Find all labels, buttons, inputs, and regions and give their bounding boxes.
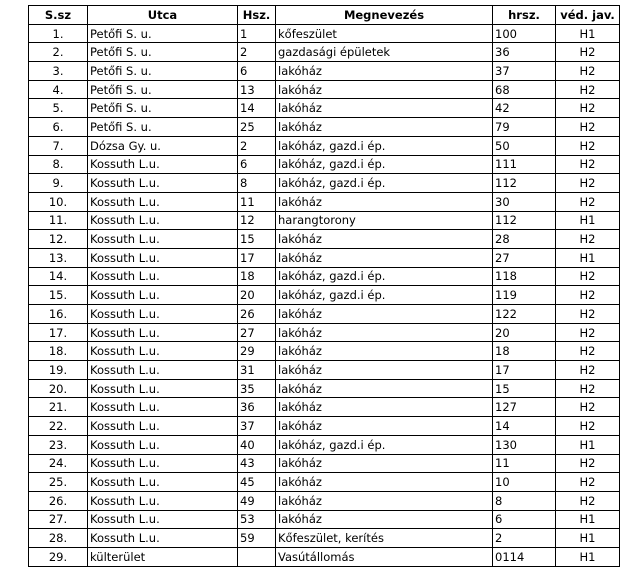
table-row xyxy=(29,136,620,155)
cell-protection-level: H2 xyxy=(556,361,620,380)
cell-parcel-number: 50 xyxy=(493,136,556,155)
cell-protection-level: H2 xyxy=(556,323,620,342)
cell-parcel-number: 100 xyxy=(493,24,556,43)
cell-parcel-number: 42 xyxy=(493,99,556,118)
cell-protection-level: H1 xyxy=(556,435,620,454)
cell-street: Kossuth L.u. xyxy=(88,230,238,249)
table-row xyxy=(29,174,620,193)
cell-name: lakóház xyxy=(276,323,493,342)
cell-name: lakóház, gazd.i ép. xyxy=(276,136,493,155)
cell-house-number: 1 xyxy=(238,24,276,43)
cell-name: lakóház xyxy=(276,454,493,473)
cell-street: Kossuth L.u. xyxy=(88,286,238,305)
cell-number: 27. xyxy=(29,510,88,529)
table-row xyxy=(29,473,620,492)
cell-parcel-number: 11 xyxy=(493,454,556,473)
table-row xyxy=(29,510,620,529)
table-row xyxy=(29,80,620,99)
cell-street: Kossuth L.u. xyxy=(88,491,238,510)
cell-number: 21. xyxy=(29,398,88,417)
cell-number: 5. xyxy=(29,99,88,118)
cell-name: lakóház xyxy=(276,510,493,529)
cell-street: Kossuth L.u. xyxy=(88,454,238,473)
table-row xyxy=(29,230,620,249)
cell-name: lakóház xyxy=(276,379,493,398)
cell-name: lakóház xyxy=(276,473,493,492)
cell-street: Petőfi S. u. xyxy=(88,80,238,99)
cell-parcel-number: 127 xyxy=(493,398,556,417)
cell-parcel-number: 20 xyxy=(493,323,556,342)
table-row xyxy=(29,342,620,361)
cell-parcel-number: 10 xyxy=(493,473,556,492)
cell-number: 24. xyxy=(29,454,88,473)
cell-name: lakóház xyxy=(276,80,493,99)
cell-street: Kossuth L.u. xyxy=(88,305,238,324)
cell-protection-level: H2 xyxy=(556,136,620,155)
table-row xyxy=(29,529,620,548)
cell-number: 18. xyxy=(29,342,88,361)
cell-street: Kossuth L.u. xyxy=(88,510,238,529)
cell-protection-level: H2 xyxy=(556,417,620,436)
cell-number: 23. xyxy=(29,435,88,454)
cell-parcel-number: 37 xyxy=(493,62,556,81)
cell-house-number: 12 xyxy=(238,211,276,230)
cell-protection-level: H2 xyxy=(556,62,620,81)
cell-parcel-number: 79 xyxy=(493,118,556,137)
cell-number: 4. xyxy=(29,80,88,99)
cell-parcel-number: 27 xyxy=(493,248,556,267)
table-row xyxy=(29,547,620,566)
cell-number: 29. xyxy=(29,547,88,566)
cell-parcel-number: 15 xyxy=(493,379,556,398)
cell-street: Petőfi S. u. xyxy=(88,62,238,81)
cell-street: Kossuth L.u. xyxy=(88,174,238,193)
cell-protection-level: H1 xyxy=(556,547,620,566)
cell-house-number: 18 xyxy=(238,267,276,286)
cell-house-number: 15 xyxy=(238,230,276,249)
cell-street: Kossuth L.u. xyxy=(88,248,238,267)
table-row xyxy=(29,24,620,43)
cell-house-number: 59 xyxy=(238,529,276,548)
cell-name: lakóház xyxy=(276,305,493,324)
cell-parcel-number: 0114 xyxy=(493,547,556,566)
cell-protection-level: H2 xyxy=(556,286,620,305)
table-row xyxy=(29,361,620,380)
header-house-number: Hsz. xyxy=(238,6,276,25)
cell-house-number: 25 xyxy=(238,118,276,137)
cell-number: 20. xyxy=(29,379,88,398)
cell-parcel-number: 122 xyxy=(493,305,556,324)
cell-number: 25. xyxy=(29,473,88,492)
table-row xyxy=(29,43,620,62)
cell-parcel-number: 112 xyxy=(493,174,556,193)
cell-protection-level: H2 xyxy=(556,230,620,249)
cell-name: kőfeszület xyxy=(276,24,493,43)
cell-parcel-number: 112 xyxy=(493,211,556,230)
cell-name: lakóház xyxy=(276,361,493,380)
cell-number: 6. xyxy=(29,118,88,137)
cell-parcel-number: 6 xyxy=(493,510,556,529)
cell-protection-level: H2 xyxy=(556,398,620,417)
cell-name: gazdasági épületek xyxy=(276,43,493,62)
table-row xyxy=(29,267,620,286)
cell-street: Kossuth L.u. xyxy=(88,417,238,436)
cell-street: Petőfi S. u. xyxy=(88,43,238,62)
cell-parcel-number: 18 xyxy=(493,342,556,361)
cell-parcel-number: 30 xyxy=(493,192,556,211)
table-row xyxy=(29,192,620,211)
cell-house-number: 17 xyxy=(238,248,276,267)
header-street: Utca xyxy=(88,6,238,25)
cell-house-number: 14 xyxy=(238,99,276,118)
cell-street: Kossuth L.u. xyxy=(88,155,238,174)
cell-name: lakóház xyxy=(276,491,493,510)
cell-house-number: 49 xyxy=(238,491,276,510)
cell-number: 14. xyxy=(29,267,88,286)
cell-house-number: 35 xyxy=(238,379,276,398)
cell-house-number: 20 xyxy=(238,286,276,305)
cell-name: lakóház, gazd.i ép. xyxy=(276,435,493,454)
cell-street: Dózsa Gy. u. xyxy=(88,136,238,155)
header-protection-level: véd. jav. xyxy=(556,6,620,25)
cell-protection-level: H1 xyxy=(556,510,620,529)
cell-street: Kossuth L.u. xyxy=(88,192,238,211)
cell-number: 9. xyxy=(29,174,88,193)
cell-name: lakóház, gazd.i ép. xyxy=(276,267,493,286)
cell-house-number: 26 xyxy=(238,305,276,324)
cell-street: külterület xyxy=(88,547,238,566)
cell-street: Petőfi S. u. xyxy=(88,24,238,43)
cell-number: 19. xyxy=(29,361,88,380)
cell-street: Kossuth L.u. xyxy=(88,435,238,454)
cell-house-number: 37 xyxy=(238,417,276,436)
header-name: Megnevezés xyxy=(276,6,493,25)
cell-house-number: 29 xyxy=(238,342,276,361)
cell-protection-level: H2 xyxy=(556,342,620,361)
cell-parcel-number: 111 xyxy=(493,155,556,174)
cell-house-number: 11 xyxy=(238,192,276,211)
cell-parcel-number: 14 xyxy=(493,417,556,436)
table-row xyxy=(29,62,620,81)
cell-number: 3. xyxy=(29,62,88,81)
cell-name: lakóház xyxy=(276,230,493,249)
cell-parcel-number: 36 xyxy=(493,43,556,62)
cell-name: Vasútállomás xyxy=(276,547,493,566)
cell-name: lakóház xyxy=(276,342,493,361)
cell-house-number: 40 xyxy=(238,435,276,454)
cell-protection-level: H2 xyxy=(556,473,620,492)
cell-name: lakóház xyxy=(276,417,493,436)
header-number: S.sz xyxy=(29,6,88,25)
cell-house-number: 13 xyxy=(238,80,276,99)
cell-house-number: 2 xyxy=(238,43,276,62)
cell-name: lakóház xyxy=(276,62,493,81)
cell-house-number xyxy=(238,547,276,566)
cell-house-number: 8 xyxy=(238,174,276,193)
cell-parcel-number: 28 xyxy=(493,230,556,249)
table-row xyxy=(29,435,620,454)
cell-parcel-number: 2 xyxy=(493,529,556,548)
cell-street: Kossuth L.u. xyxy=(88,473,238,492)
cell-house-number: 31 xyxy=(238,361,276,380)
cell-name: lakóház xyxy=(276,99,493,118)
cell-street: Petőfi S. u. xyxy=(88,118,238,137)
cell-street: Kossuth L.u. xyxy=(88,342,238,361)
cell-name: lakóház, gazd.i ép. xyxy=(276,286,493,305)
cell-street: Kossuth L.u. xyxy=(88,529,238,548)
cell-name: lakóház xyxy=(276,248,493,267)
cell-protection-level: H2 xyxy=(556,99,620,118)
cell-street: Kossuth L.u. xyxy=(88,398,238,417)
table-row xyxy=(29,323,620,342)
header-parcel-number: hrsz. xyxy=(493,6,556,25)
cell-house-number: 6 xyxy=(238,155,276,174)
cell-street: Petőfi S. u. xyxy=(88,99,238,118)
table-row xyxy=(29,155,620,174)
cell-protection-level: H2 xyxy=(556,155,620,174)
cell-house-number: 2 xyxy=(238,136,276,155)
cell-house-number: 45 xyxy=(238,473,276,492)
cell-number: 17. xyxy=(29,323,88,342)
cell-street: Kossuth L.u. xyxy=(88,361,238,380)
cell-parcel-number: 17 xyxy=(493,361,556,380)
cell-parcel-number: 119 xyxy=(493,286,556,305)
table-row xyxy=(29,211,620,230)
cell-number: 2. xyxy=(29,43,88,62)
cell-number: 12. xyxy=(29,230,88,249)
cell-street: Kossuth L.u. xyxy=(88,379,238,398)
cell-number: 7. xyxy=(29,136,88,155)
cell-protection-level: H2 xyxy=(556,174,620,193)
cell-parcel-number: 118 xyxy=(493,267,556,286)
header-row xyxy=(29,6,620,25)
cell-number: 15. xyxy=(29,286,88,305)
table-row xyxy=(29,379,620,398)
cell-protection-level: H2 xyxy=(556,80,620,99)
cell-parcel-number: 68 xyxy=(493,80,556,99)
table-body xyxy=(29,24,620,566)
cell-name: harangtorony xyxy=(276,211,493,230)
cell-protection-level: H2 xyxy=(556,491,620,510)
cell-protection-level: H1 xyxy=(556,24,620,43)
cell-protection-level: H1 xyxy=(556,248,620,267)
cell-number: 8. xyxy=(29,155,88,174)
cell-parcel-number: 130 xyxy=(493,435,556,454)
cell-protection-level: H2 xyxy=(556,379,620,398)
table-row xyxy=(29,417,620,436)
cell-name: lakóház, gazd.i ép. xyxy=(276,174,493,193)
cell-name: lakóház xyxy=(276,398,493,417)
cell-parcel-number: 8 xyxy=(493,491,556,510)
cell-house-number: 27 xyxy=(238,323,276,342)
cell-protection-level: H2 xyxy=(556,118,620,137)
table-row xyxy=(29,305,620,324)
cell-number: 28. xyxy=(29,529,88,548)
cell-number: 13. xyxy=(29,248,88,267)
cell-protection-level: H2 xyxy=(556,267,620,286)
cell-protection-level: H2 xyxy=(556,43,620,62)
cell-number: 10. xyxy=(29,192,88,211)
table-row xyxy=(29,286,620,305)
cell-house-number: 43 xyxy=(238,454,276,473)
cell-protection-level: H2 xyxy=(556,192,620,211)
cell-house-number: 6 xyxy=(238,62,276,81)
table-row xyxy=(29,491,620,510)
cell-name: lakóház xyxy=(276,118,493,137)
cell-protection-level: H1 xyxy=(556,211,620,230)
table-row xyxy=(29,248,620,267)
table-row xyxy=(29,454,620,473)
cell-street: Kossuth L.u. xyxy=(88,323,238,342)
table-header xyxy=(29,6,620,25)
cell-protection-level: H2 xyxy=(556,454,620,473)
cell-number: 22. xyxy=(29,417,88,436)
monument-table xyxy=(28,5,620,567)
cell-name: lakóház xyxy=(276,192,493,211)
table-row xyxy=(29,118,620,137)
cell-name: lakóház, gazd.i ép. xyxy=(276,155,493,174)
cell-number: 1. xyxy=(29,24,88,43)
table-row xyxy=(29,398,620,417)
cell-number: 26. xyxy=(29,491,88,510)
table-row xyxy=(29,99,620,118)
cell-house-number: 36 xyxy=(238,398,276,417)
cell-street: Kossuth L.u. xyxy=(88,211,238,230)
cell-street: Kossuth L.u. xyxy=(88,267,238,286)
cell-protection-level: H2 xyxy=(556,305,620,324)
cell-number: 16. xyxy=(29,305,88,324)
cell-number: 11. xyxy=(29,211,88,230)
cell-name: Kőfeszület, kerítés xyxy=(276,529,493,548)
cell-protection-level: H1 xyxy=(556,529,620,548)
cell-house-number: 53 xyxy=(238,510,276,529)
